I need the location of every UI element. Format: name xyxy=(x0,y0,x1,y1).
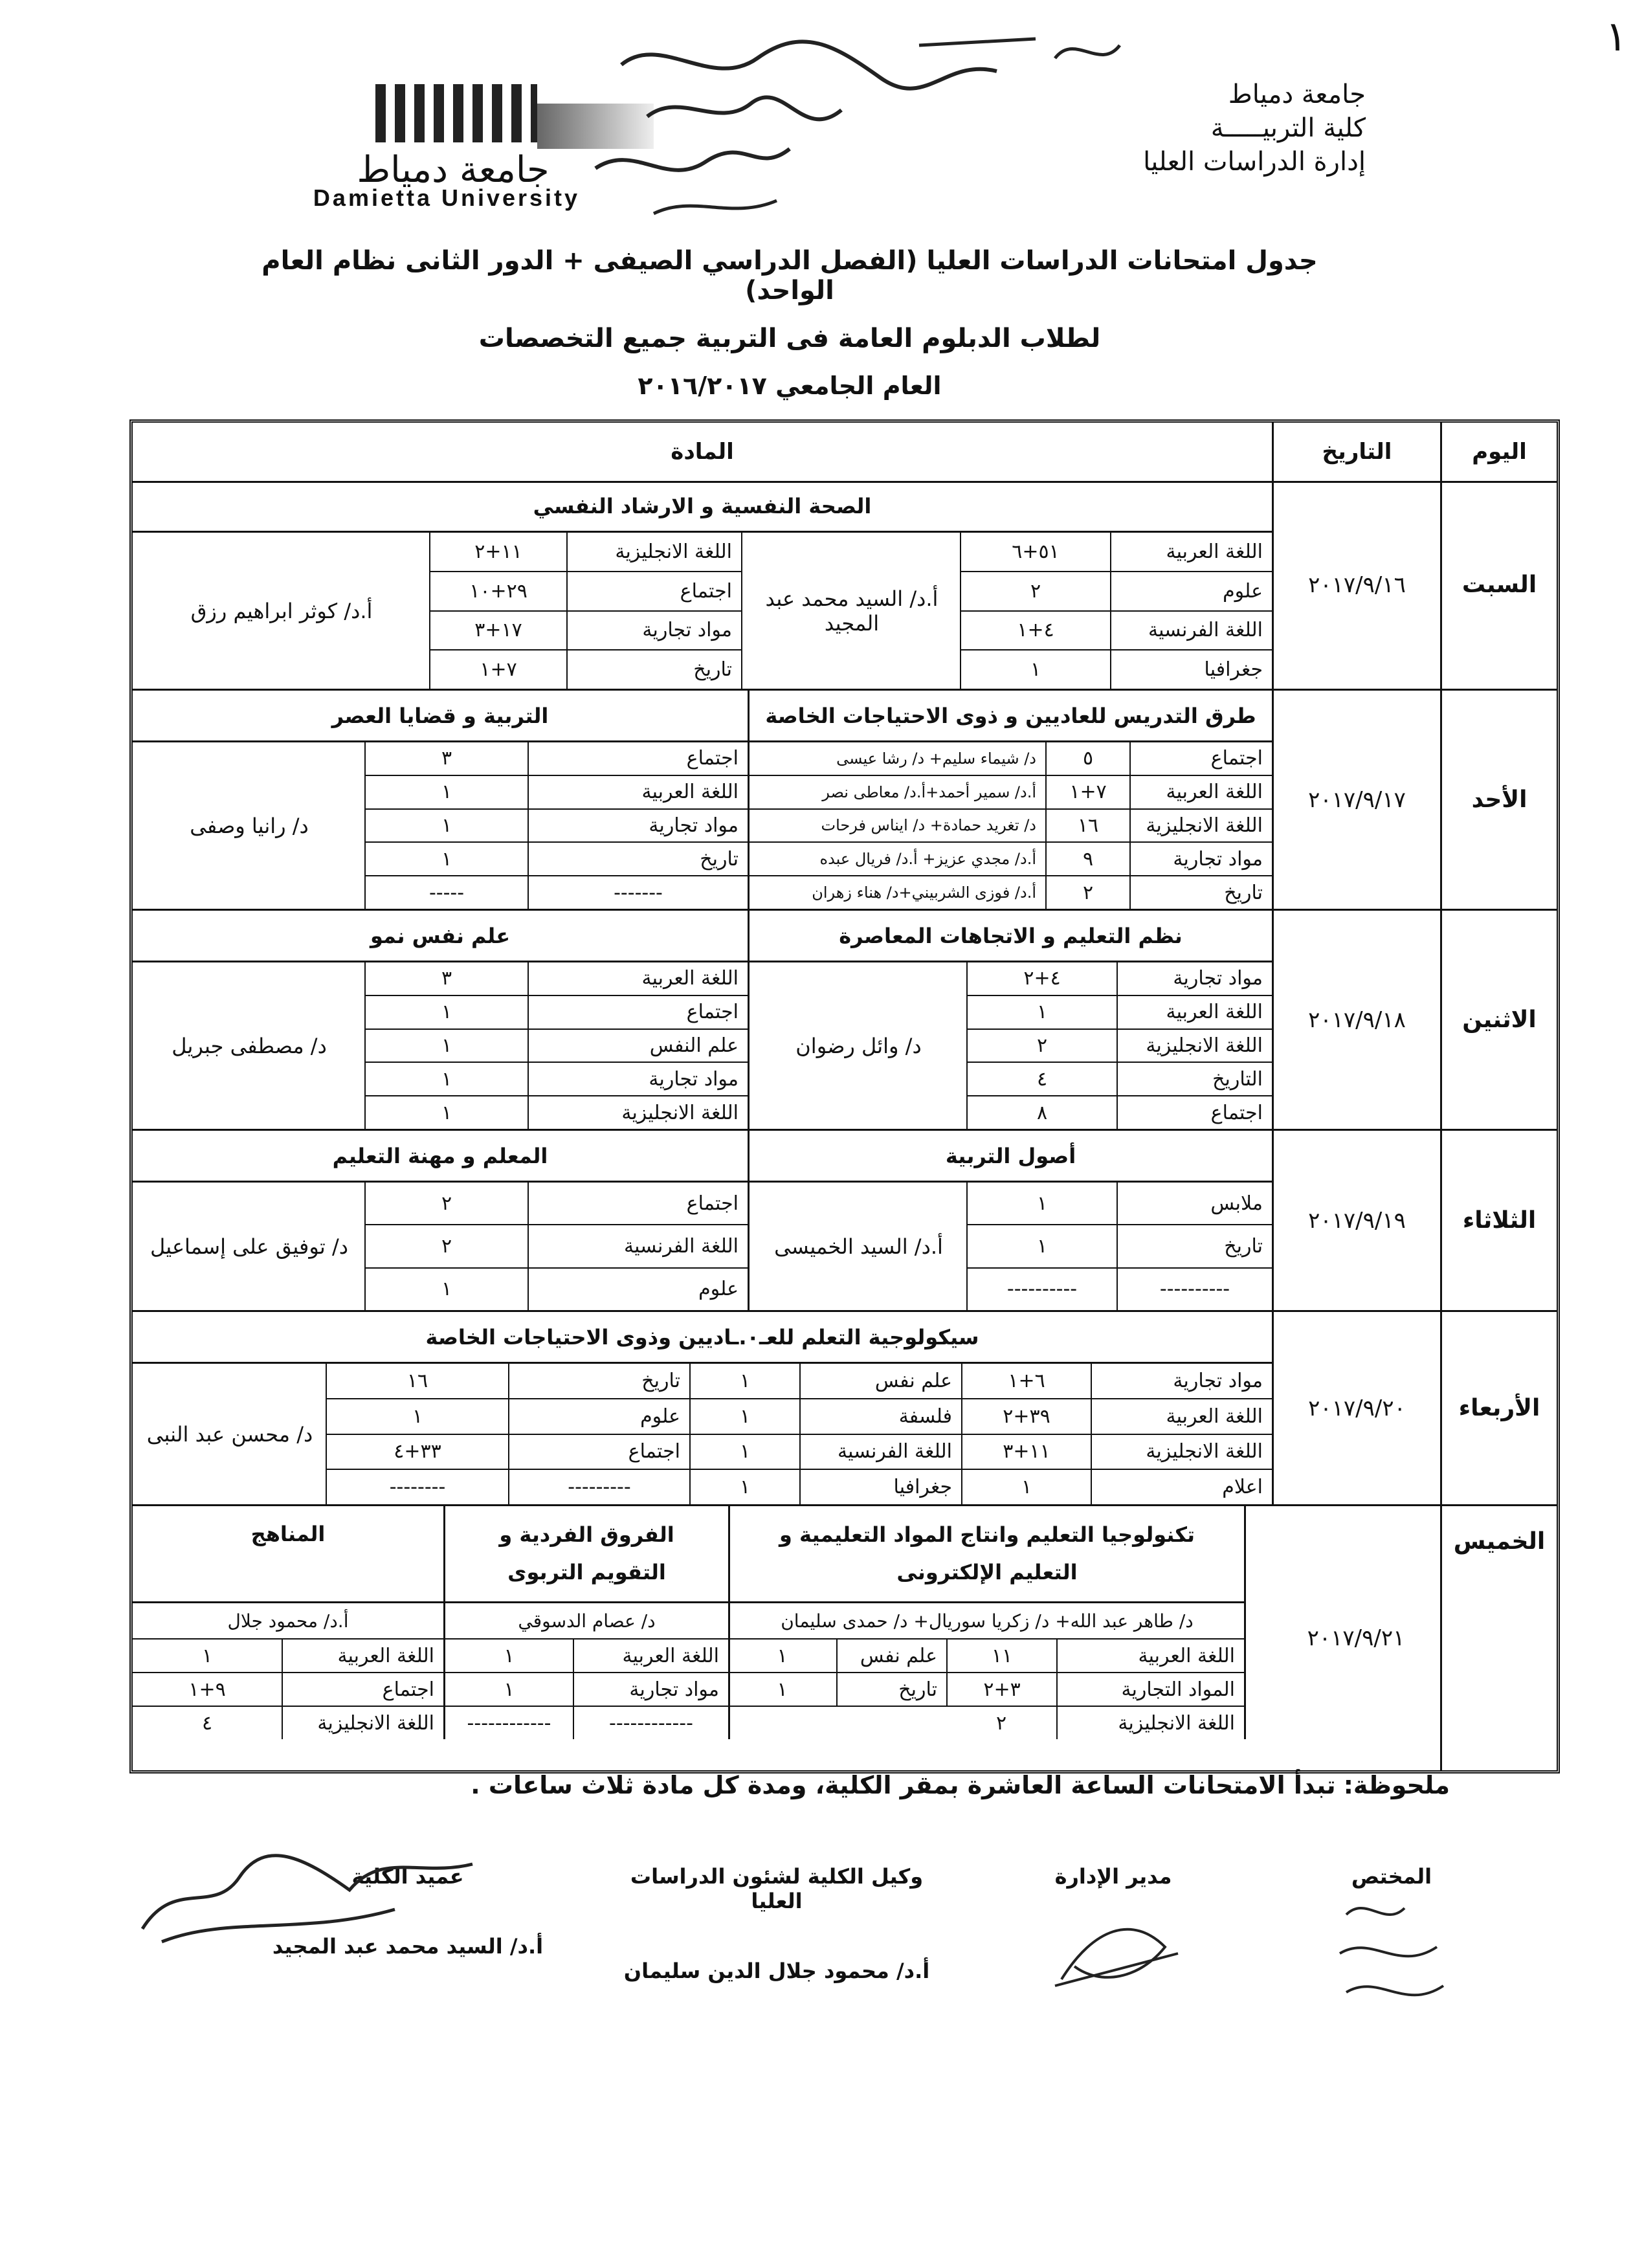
signature-title: وكيل الكلية لشئون الدراسات العليا xyxy=(630,1864,924,1913)
allocation-table xyxy=(966,1183,1272,1310)
subject-panel xyxy=(133,1506,443,1739)
table-row: مواد تجارية ١ xyxy=(445,1673,728,1707)
signature-title: مدير الإدارة xyxy=(1054,1864,1172,1889)
day-cell: الاثنين xyxy=(1440,911,1557,1129)
allocation-table xyxy=(429,533,741,689)
table-row: اجتماع ٥ د/ شيماء سليم+ د/ رشا عيسى xyxy=(750,742,1272,776)
table-row: اللغة الانجليزية ١٦ د/ تغريد حمادة+ د/ ايناس فرحات xyxy=(750,810,1272,843)
table-row: ------------ ------------ xyxy=(445,1707,728,1739)
table-row: اللغة العربية ١ xyxy=(133,1640,443,1673)
subject-area xyxy=(133,911,1272,1129)
day-row-saturday xyxy=(133,481,1557,691)
page-number: ١ xyxy=(1605,13,1628,61)
table-row: اللغة الانجليزية ١١+٢ xyxy=(430,533,741,572)
allocation-table xyxy=(133,1640,443,1739)
table-row: جغرافيا ١ xyxy=(961,650,1272,689)
handwritten-signature xyxy=(1327,1889,1456,2018)
table-row: اللغة الانجليزية ١١+٣ اللغة الفرنسية ١ اجتماع ٣٣+٤ xyxy=(327,1435,1272,1471)
table-row: علم النفس ١ xyxy=(366,1030,748,1063)
professor-name: د/ عصام الدسوقي xyxy=(445,1603,728,1640)
date-cell: ٢٠١٧/٩/١٦ xyxy=(1272,481,1440,689)
schedule-title: جدول امتحانات الدراسات العليا (الفصل الدراسي الصيفى + الدور الثانى نظام العام الواحد) xyxy=(261,246,1318,306)
subject-title: طرق التدريس للعاديين و ذوى الاحتياجات الخاصة xyxy=(750,691,1272,742)
allocation-table xyxy=(750,742,1272,909)
university-block xyxy=(1143,78,1366,179)
table-row: اجتماع ٢٩+١٠ xyxy=(430,572,741,612)
table-row: اللغة الفرنسية ٢ xyxy=(366,1225,748,1268)
logo-arabic-text: جامعة دمياط xyxy=(357,149,550,191)
header-subject: المادة xyxy=(671,439,734,465)
note-text: تبدأ الامتحانات الساعة العاشرة بمقر الكلية، ومدة كل مادة ثلاث ساعات . xyxy=(471,1771,1336,1799)
table-row: اللغة الانجليزية ١ xyxy=(366,1096,748,1129)
professor-name: د/ رانيا وصفى xyxy=(190,813,309,838)
subject-title: المناهج xyxy=(133,1506,443,1603)
table-row: ------- ----- xyxy=(366,876,748,909)
table-header xyxy=(133,423,1557,483)
day-cell: الخميس xyxy=(1440,1506,1557,1770)
subject-panel xyxy=(748,691,1272,909)
subject-panel xyxy=(133,911,748,1129)
signature-specialist xyxy=(1307,1864,1476,2023)
subject-area xyxy=(133,1506,1246,1770)
day-row-wednesday xyxy=(133,1312,1557,1506)
subject-panel xyxy=(748,911,1272,1129)
header-day: اليوم xyxy=(1440,423,1557,481)
table-row: اللغة العربية ٥١+٦ xyxy=(961,533,1272,572)
dean-handwritten-signature xyxy=(136,1838,498,1968)
day-row-monday xyxy=(133,911,1557,1131)
table-row: اللغة العربية ٣ xyxy=(366,962,748,996)
table-row: اللغة الانجليزية ٤ xyxy=(133,1707,443,1739)
table-row: علوم ١ xyxy=(366,1269,748,1310)
schedule-subtitle: لطلاب الدبلوم العامة فى التربية جميع التخصصات xyxy=(478,324,1101,353)
signature-title: عميد الكلية xyxy=(351,1864,464,1889)
professor-name: د/ مصطفى جبريل xyxy=(172,1033,327,1058)
signature-name: أ.د/ السيد محمد عبد المجيد xyxy=(272,1934,544,1959)
subject-title: الصحة النفسية و الارشاد النفسي xyxy=(133,481,1272,533)
table-row: اللغة العربية ٧+١ أ.د/ سمير أحمد+أ.د/ معاطى نصر xyxy=(750,776,1272,810)
day-cell: الثلاثاء xyxy=(1440,1131,1557,1310)
table-row: مواد تجارية ١ xyxy=(366,1063,748,1096)
subject-area xyxy=(133,691,1272,909)
table-row: اللغة العربية ١ xyxy=(445,1640,728,1673)
table-row: اللغة الفرنسية ٤+١ xyxy=(961,612,1272,651)
table-row: اجتماع ٣ xyxy=(366,742,748,776)
handwritten-annotation xyxy=(583,19,1165,227)
subject-panel xyxy=(133,1131,748,1310)
professor-name: أ.د/ السيد محمد عبد المجيد xyxy=(741,533,961,689)
subject-panel xyxy=(728,1506,1246,1739)
professor-name: د/ توفيق على إسماعيل xyxy=(150,1234,348,1259)
table-row: اجتماع ٩+١ xyxy=(133,1673,443,1707)
professor-name: د/ محسن عبد النبى xyxy=(146,1421,313,1447)
table-row: ملابس ١ xyxy=(968,1183,1272,1225)
subject-title: الفروق الفردية و التقويم التربوى xyxy=(445,1506,728,1603)
table-row: اللغة العربية ١ xyxy=(366,776,748,810)
subject-title: علم نفس نمو xyxy=(133,911,748,962)
date-cell: ٢٠١٧/٩/١٧ xyxy=(1272,691,1440,909)
exam-note xyxy=(471,1771,1450,1799)
table-row: اجتماع ٨ xyxy=(968,1096,1272,1129)
signature-title: المختص xyxy=(1351,1864,1432,1889)
allocation-table xyxy=(364,1183,748,1310)
table-row: مواد تجارية ٩ أ.د/ مجدي عزيز+ أ.د/ فريال عبده xyxy=(750,843,1272,876)
table-row: التاريخ ٤ xyxy=(968,1063,1272,1096)
table-row: اجتماع ١ xyxy=(366,996,748,1030)
note-label: ملحوظة: xyxy=(1343,1771,1450,1799)
allocation-table xyxy=(364,742,748,909)
subject-title: تكنولوجيا التعليم وانتاج المواد التعليمية و التعليم الإلكترونى xyxy=(730,1506,1244,1603)
table-row: تاريخ ١ xyxy=(366,843,748,876)
subject-title: نظم التعليم و الاتجاهات المعاصرة xyxy=(750,911,1272,962)
table-row: اللغة العربية ١ xyxy=(968,996,1272,1030)
subject-area xyxy=(133,481,1272,689)
table-row: اجتماع ٢ xyxy=(366,1183,748,1225)
department-name: إدارة الدراسات العليا xyxy=(1143,147,1366,177)
table-row: علوم ٢ xyxy=(961,572,1272,612)
professor-name: د/ وائل رضوان xyxy=(795,1033,922,1058)
allocation-table xyxy=(326,1364,1272,1504)
logo-english-text: Damietta University xyxy=(313,184,581,211)
handwritten-signature xyxy=(1036,1889,1191,2005)
date-cell: ٢٠١٧/٩/٢١ xyxy=(1307,1625,1405,1651)
subject-panel xyxy=(133,691,748,909)
faculty-name: كلية التربيـــــة xyxy=(1210,113,1366,143)
subject-title: المعلم و مهنة التعليم xyxy=(133,1131,748,1183)
professor-name: د/ طاهر عبد الله+ د/ زكريا سوريال+ د/ حمدى سليمان xyxy=(730,1603,1244,1640)
table-row: اللغة العربية ١١ علم نفس ١ xyxy=(728,1640,1244,1673)
table-row: المواد التجارية ٣+٢ تاريخ ١ xyxy=(728,1673,1244,1707)
table-row: اللغة الانجليزية ٢ xyxy=(968,1030,1272,1063)
table-row: تاريخ ٧+١ xyxy=(430,650,741,689)
subject-panel xyxy=(443,1506,728,1739)
day-cell: الأحد xyxy=(1440,691,1557,909)
table-row: مواد تجارية ١ xyxy=(366,810,748,843)
table-row: تاريخ ١ xyxy=(968,1225,1272,1268)
allocation-table xyxy=(960,533,1272,689)
date-cell: ٢٠١٧/٩/١٨ xyxy=(1272,911,1440,1129)
table-row: ---------- ---------- xyxy=(968,1269,1272,1310)
allocation-table xyxy=(966,962,1272,1129)
signature-admin-director xyxy=(1023,1864,1204,2010)
day-cell: السبت xyxy=(1440,481,1557,689)
signature-name: أ.د/ محمود جلال الدين سليمان xyxy=(623,1959,930,1983)
title-block xyxy=(259,246,1320,400)
day-row-tuesday xyxy=(133,1131,1557,1312)
subject-title: سيكولوجية التعلم للعـ٠.ـاديين وذوى الاحتياجات الخاصة xyxy=(133,1312,1272,1364)
table-row: اللغة العربية ٣٩+٢ فلسفة ١ علوم ١ xyxy=(327,1399,1272,1435)
allocation-table xyxy=(364,962,748,1129)
subject-area xyxy=(133,1312,1272,1504)
table-row: مواد تجارية ٦+١ علم نفس ١ تاريخ ١٦ xyxy=(327,1364,1272,1399)
university-name: جامعة دمياط xyxy=(1228,80,1366,109)
allocation-table xyxy=(445,1640,728,1739)
table-row: مواد تجارية ٤+٢ xyxy=(968,962,1272,996)
day-row-thursday xyxy=(133,1506,1557,1770)
logo-building-mark xyxy=(375,84,537,142)
signature-vice-dean xyxy=(608,1864,945,1983)
allocation-table xyxy=(728,1640,1244,1739)
day-cell: الأربعاء xyxy=(1440,1312,1557,1504)
academic-year: العام الجامعي ٢٠١٦/٢٠١٧ xyxy=(638,372,942,400)
table-row: تاريخ ٢ أ.د/ فوزى الشربيني+د/ هناء زهران xyxy=(750,876,1272,909)
professor-name: أ.د/ السيد الخميسى xyxy=(774,1234,943,1259)
date-cell: ٢٠١٧/٩/٢٠ xyxy=(1272,1312,1440,1504)
exam-schedule-table xyxy=(129,419,1560,1773)
date-cell: ٢٠١٧/٩/١٩ xyxy=(1272,1131,1440,1310)
professor-name: أ.د/ محمود جلال xyxy=(133,1603,443,1640)
header-date: التاريخ xyxy=(1272,423,1440,481)
table-row: مواد تجارية ١٧+٣ xyxy=(430,612,741,651)
subject-panel xyxy=(748,1131,1272,1310)
table-row: اللغة الانجليزية ٢ xyxy=(728,1707,1244,1739)
day-row-sunday xyxy=(133,691,1557,911)
table-row: اعلام ١ جغرافيا ١ --------- -------- xyxy=(327,1470,1272,1504)
subject-title: التربية و قضايا العصر xyxy=(133,691,748,742)
subject-area xyxy=(133,1131,1272,1310)
professor-name: أ.د/ كوثر ابراهيم رزق xyxy=(190,598,373,623)
subject-title: أصول التربية xyxy=(750,1131,1272,1183)
